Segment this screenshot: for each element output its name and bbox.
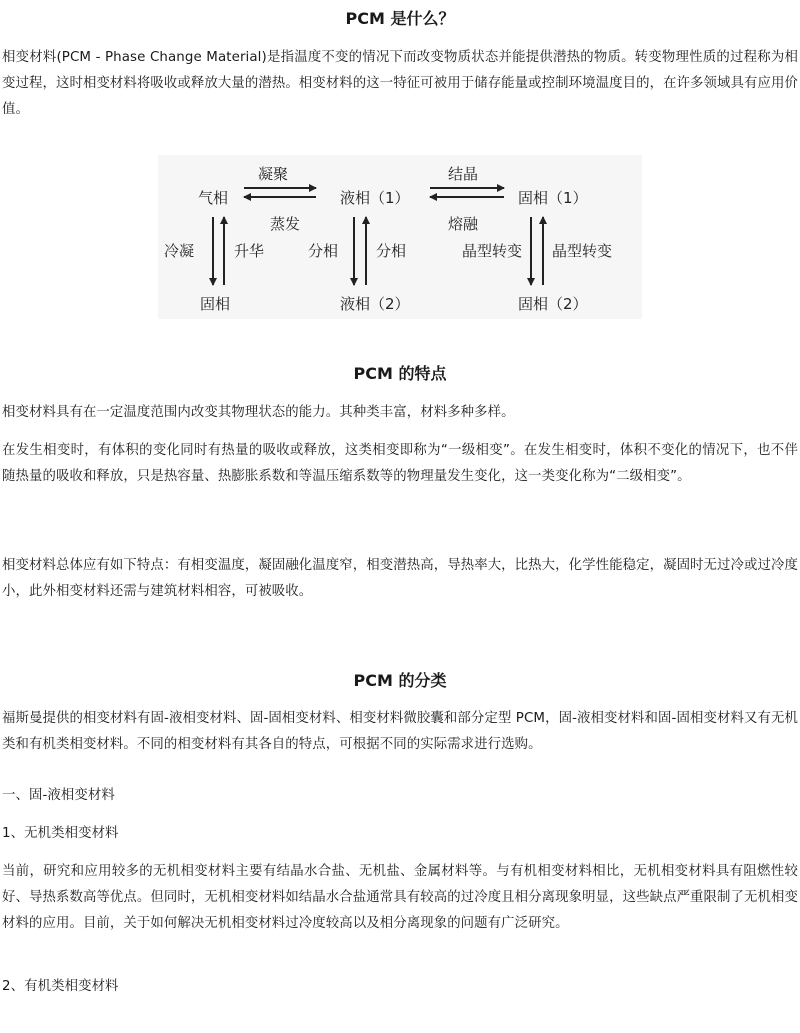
node-liquid-2: 液相（2） bbox=[340, 295, 410, 313]
node-liquid-1: 液相（1） bbox=[340, 189, 410, 207]
section-title-what-is-pcm: PCM 是什么？ bbox=[345, 9, 455, 28]
heading-solid-liquid: 一、固-液相变材料 bbox=[2, 788, 115, 803]
paragraph-features-1: 相变材料具有在一定温度范围内改变其物理状态的能力。其种类丰富，材料多种多样。 bbox=[2, 405, 515, 420]
paragraph-definition: 相变材料(PCM - Phase Change Material)是指温度不变的情况下而改变物质状态并能提供潜热的物质。转变物理性质的过程称为相变过程，这时相变材料将吸收或释放大量的潜热。相变材料的这一特征可被用于储存能量或控制环境温度目的，在许多领域具有应用价值。 bbox=[2, 50, 798, 117]
phase-change-diagram bbox=[158, 155, 642, 319]
node-solid-bottom: 固相 bbox=[200, 295, 231, 313]
label-condense: 凝聚 bbox=[258, 165, 289, 183]
label-evaporate: 蒸发 bbox=[270, 215, 301, 233]
node-solid-2: 固相（2） bbox=[518, 295, 588, 313]
section-title-pcm-features: PCM 的特点 bbox=[353, 364, 447, 383]
paragraph-features-2: 在发生相变时，有体积的变化同时有热量的吸收或释放，这类相变即称为“一级相变”。在发生相变时，体积不变化的情况下，也不伴随热量的吸收和释放，只是热容量、热膨胀系数和等温压缩系数等的物理量发生变化，这一类变化称为“二级相变”。 bbox=[2, 443, 798, 484]
label-sublimate: 升华 bbox=[234, 242, 265, 260]
label-crystallize: 结晶 bbox=[448, 165, 479, 183]
node-solid-1: 固相（1） bbox=[518, 189, 588, 207]
label-split-right: 分相 bbox=[376, 242, 407, 260]
paragraph-classification-1: 福斯曼提供的相变材料有固-液相变材料、固-固相变材料、相变材料微胶囊和部分定型 PCM，固-液相变材料和固-固相变材料又有无机类和有机类相变材料。不同的相变材料有其各自的特点，可根据不同的实际需求进行选购。 bbox=[2, 711, 798, 752]
paragraph-features-3: 相变材料总体应有如下特点：有相变温度，凝固融化温度窄，相变潜热高，导热率大，比热大，化学性能稳定，凝固时无过冷或过冷度小，此外相变材料还需与建筑材料相容，可被吸收。 bbox=[2, 558, 798, 599]
label-split-left: 分相 bbox=[308, 242, 339, 260]
heading-inorganic: 1、无机类相变材料 bbox=[2, 826, 119, 841]
heading-organic: 2、有机类相变材料 bbox=[2, 979, 119, 994]
label-melt: 熔融 bbox=[448, 215, 479, 233]
label-crystal-change-left: 晶型转变 bbox=[462, 242, 523, 260]
section-title-pcm-classification: PCM 的分类 bbox=[353, 671, 447, 690]
label-crystal-change-right: 晶型转变 bbox=[552, 242, 613, 260]
paragraph-inorganic: 当前，研究和应用较多的无机相变材料主要有结晶水合盐、无机盐、金属材料等。与有机相变材料相比，无机相变材料具有阻燃性较好、导热系数高等优点。但同时，无机相变材料如结晶水合盐通常具有较高的过冷度且相分离现象明显，这些缺点严重限制了无机相变材料的应用。目前，关于如何解决无机相变材料过冷度较高以及相分离现象的问题有广泛研究。 bbox=[2, 864, 798, 931]
node-gas: 气相 bbox=[198, 189, 229, 207]
label-cool-condense: 冷凝 bbox=[164, 242, 195, 260]
